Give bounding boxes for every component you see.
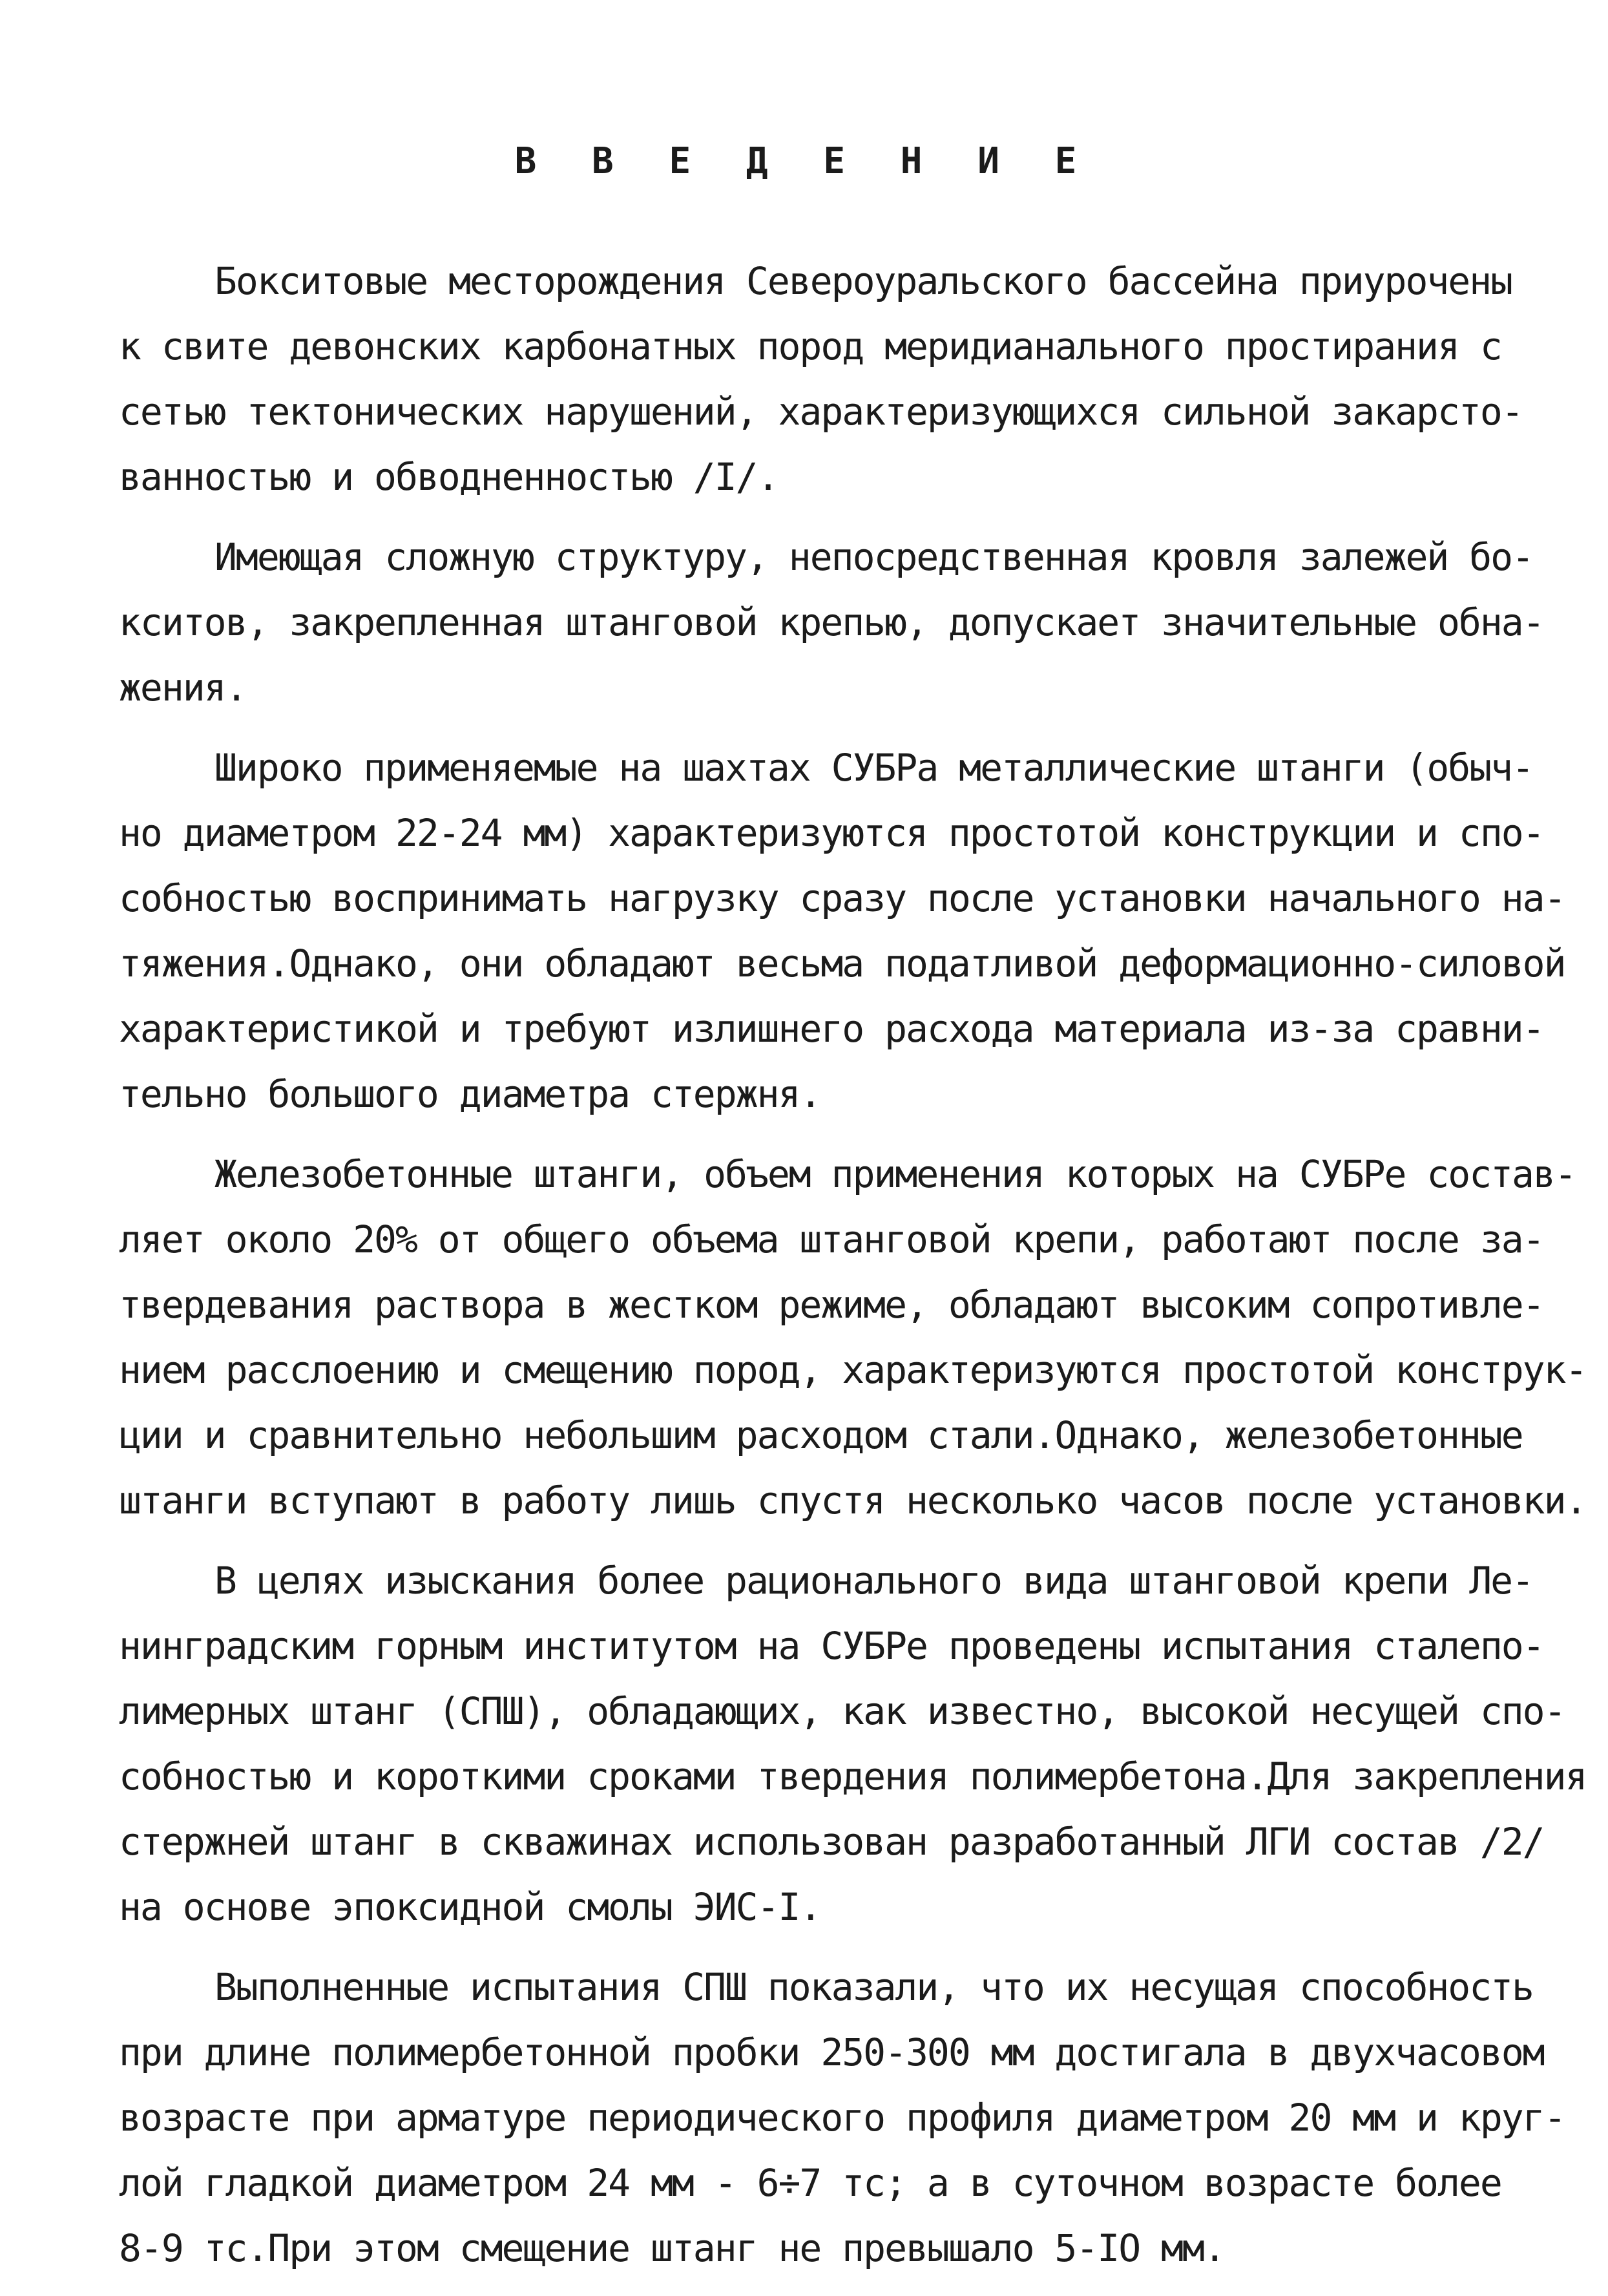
body-text [119,249,1587,2296]
text-line: В целях изыскания более рационального вида штанговой крепи Ле- [214,1559,1533,1603]
text-line: на основе эпоксидной смолы ЭИС-I. [119,1885,821,1929]
text-line: ляет около 20% от общего объема штанговой крепи, работают после за- [119,1217,1544,1261]
text-line: жения. [119,666,247,710]
text-line: сетью тектонических нарушений, характеризующихся сильной закарсто- [119,390,1523,434]
paragraph-5 [119,1548,1587,1940]
text-line: но диаметром 22-24 мм) характеризуются простотой конструкции и спо- [119,811,1544,855]
paragraph-3 [119,735,1565,1127]
text-line: твердевания раствора в жестком режиме, обладают высоким сопротивле- [119,1283,1544,1327]
paragraph-4 [119,1142,1587,1533]
text-line: Выполненные испытания СПШ показали, что их несущая способность [214,1965,1533,2009]
text-line: лой гладкой диаметром 24 мм - 6÷7 тс; а в суточном возрасте более [119,2161,1501,2205]
text-line: тяжения.Однако, они обладают весьма податливой деформационно-силовой [119,942,1565,985]
text-line: собностью воспринимать нагрузку сразу после установки начального на- [119,876,1565,920]
text-line: нинградским горным институтом на СУБРе проведены испытания сталепо- [119,1624,1544,1668]
text-line: Имеющая сложную структуру, непосредственная кровля залежей бо- [214,535,1533,579]
text-line: тельно большого диаметра стержня. [119,1072,821,1116]
text-line: лимерных штанг (СПШ), обладающих, как известно, высокой несущей спо- [119,1689,1565,1733]
text-line: штанги вступают в работу лишь спустя несколько часов после установки. [119,1479,1587,1522]
text-line: кситов, закрепленная штанговой крепью, допускает значительные обна- [119,600,1544,644]
section-heading: В В Е Д Е Н И Е [514,140,1094,182]
text-line: к свите девонских карбонатных пород меридианального простирания с [119,324,1501,368]
text-line: ции и сравнительно небольшим расходом стали.Однако, железобетонные [119,1413,1523,1457]
text-line: при длине полимербетонной пробки 250-300 мм достигала в двухчасовом [119,2030,1544,2074]
text-line: Бокситовые месторождения Североуральского бассейна приурочены [214,259,1512,303]
text-line: ванностью и обводненностью /I/. [119,455,778,499]
text-line: стержней штанг в скважинах использован разработанный ЛГИ состав /2/ [119,1820,1544,1864]
paragraph-2 [119,525,1544,721]
text-line: собностью и короткими сроками твердения полимербетона.Для закрепления [119,1754,1587,1798]
text-line: 8-9 тс.При этом смещение штанг не превышало 5-IO мм. [119,2226,1225,2270]
text-line: Железобетонные штанги, объем применения которых на СУБРе состав- [214,1152,1576,1196]
text-line: возрасте при арматуре периодического профиля диаметром 20 мм и круг- [119,2096,1565,2140]
paragraph-1 [119,249,1523,510]
text-line: нием расслоению и смещению пород, характеризуются простотой конструк- [119,1348,1587,1392]
text-line: характеристикой и требуют излишнего расхода материала из-за сравни- [119,1007,1544,1051]
text-line: Широко применяемые на шахтах СУБРа металлические штанги (обыч- [214,746,1533,790]
paragraph-6 [119,1955,1565,2281]
